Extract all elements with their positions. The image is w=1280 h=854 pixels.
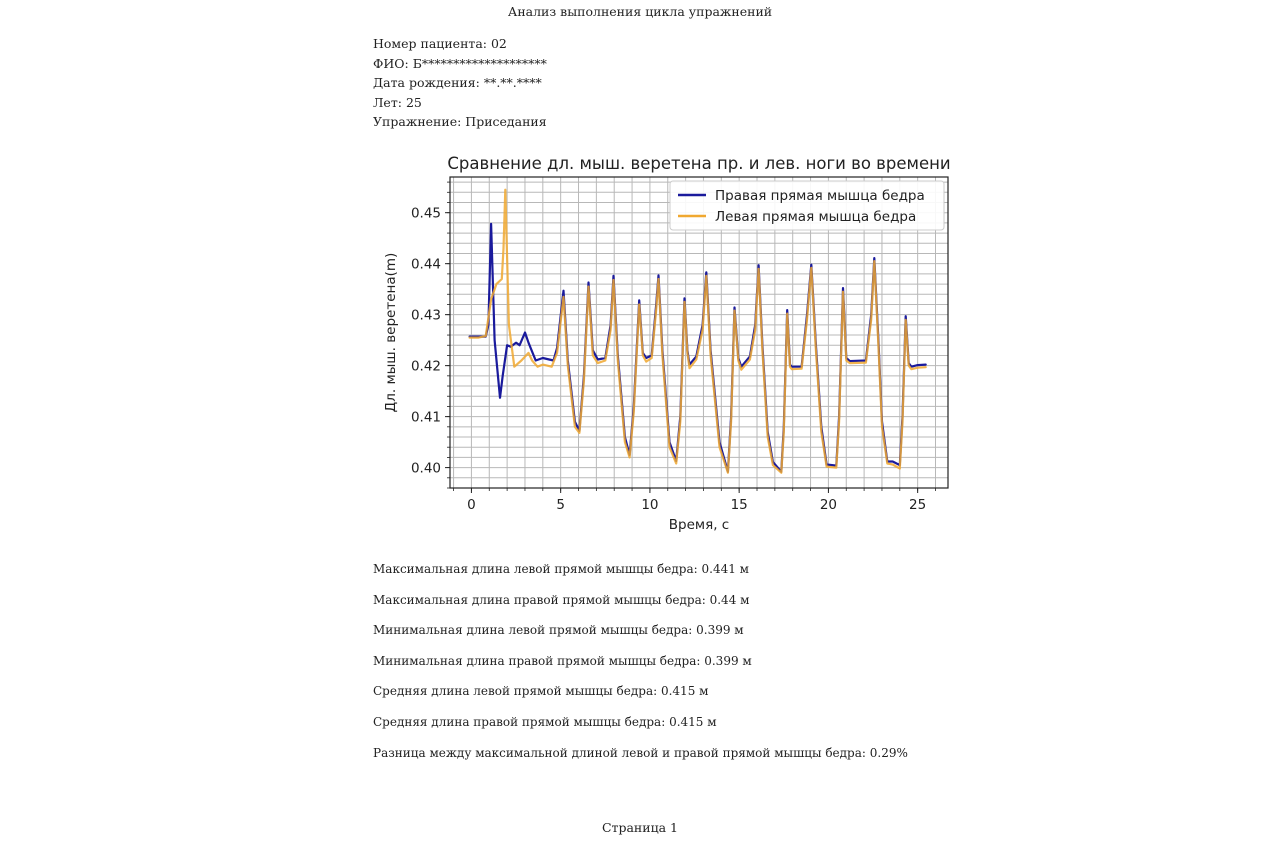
chart-title: Сравнение дл. мыш. веретена пр. и лев. ноги во времени — [447, 154, 951, 173]
stat-value: 0.399 м — [704, 653, 752, 668]
stat-max-right: Максимальная длина правой прямой мышцы бедра: 0.44 м — [373, 592, 750, 607]
stat-value: 0.415 м — [660, 684, 709, 699]
exercise: Приседания — [465, 114, 547, 129]
stat-value: 0.399 м — [696, 623, 744, 638]
field-label: Номер пациента — [373, 36, 483, 51]
document-title: Анализ выполнения цикла упражнений — [507, 4, 773, 19]
stat-label: Средняя длина правой прямой мышцы бедра — [373, 714, 662, 729]
x-tick-label: 25 — [909, 497, 927, 513]
field-label: Дата рождения — [373, 75, 476, 90]
stat-label: Минимальная длина правой прямой мышцы бедра — [373, 653, 697, 668]
y-tick-label: 0.42 — [410, 358, 441, 375]
x-axis-label: Время, с — [668, 517, 730, 533]
patient-name-row: ФИО: Б******************** — [373, 55, 547, 71]
y-tick-label: 0.43 — [410, 307, 441, 324]
muscle-length-chart — [370, 145, 970, 540]
stat-label: Средняя длина левой прямой мышцы бедра — [373, 684, 654, 699]
y-tick-label: 0.45 — [410, 205, 441, 222]
page-number: Страница 1 — [601, 820, 678, 835]
patient-name: Б******************** — [412, 55, 547, 71]
age: 25 — [405, 94, 422, 110]
stat-label: Разница между максимальной длиной левой и правой прямой мышцы бедра — [373, 745, 862, 760]
stat-value: 0.441 м — [701, 562, 750, 576]
birth-date: **.**.**** — [483, 75, 542, 90]
chart-svg — [370, 145, 970, 540]
stat-label: Минимальная длина левой прямой мышцы бедра — [373, 623, 689, 638]
exercise-row: Упражнение: Приседания — [373, 114, 547, 129]
stat-max-difference: Разница между максимальной длиной левой и правой прямой мышцы бедра: 0.29% — [373, 745, 908, 760]
stat-min-left: Минимальная длина левой прямой мышцы бедра: 0.399 м — [373, 623, 744, 638]
birth-date-row: Дата рождения: **.**.**** — [373, 75, 542, 90]
stat-label: Максимальная длина правой прямой мышцы бедра — [373, 592, 702, 607]
legend-label-left: Левая прямая мышца бедра — [715, 209, 917, 225]
stat-label: Максимальная длина левой прямой мышцы бедра — [373, 562, 694, 576]
x-tick-label: 15 — [730, 497, 748, 513]
stat-mean-right: Средняя длина правой прямой мышцы бедра: 0.415 м — [373, 714, 717, 729]
statistics-list — [373, 562, 908, 776]
field-label: Лет — [373, 94, 398, 110]
stat-mean-left: Средняя длина левой прямой мышцы бедра: 0.415 м — [373, 684, 709, 699]
field-label: ФИО — [373, 55, 405, 71]
patient-number: 02 — [490, 36, 507, 51]
stat-value: 0.29% — [869, 745, 908, 760]
x-tick-label: 5 — [556, 497, 565, 513]
legend-label-right: Правая прямая мышца бедра — [715, 188, 925, 204]
stat-max-left: Максимальная длина левой прямой мышцы бедра: 0.441 м — [373, 562, 750, 576]
chart-legend — [670, 181, 944, 230]
stat-min-right: Минимальная длина правой прямой мышцы бедра: 0.399 м — [373, 653, 752, 668]
y-tick-label: 0.41 — [410, 409, 441, 426]
x-tick-label: 10 — [641, 497, 659, 513]
stat-value: 0.44 м — [709, 592, 750, 607]
y-tick-label: 0.40 — [410, 460, 441, 477]
patient-info — [373, 34, 547, 132]
y-axis-label: Дл. мыш. веретена(m) — [383, 252, 399, 413]
x-tick-label: 20 — [819, 497, 838, 513]
x-tick-label: 0 — [467, 497, 476, 513]
field-label: Упражнение — [373, 114, 458, 129]
age-row: Лет: 25 — [373, 94, 422, 110]
stat-value: 0.415 м — [669, 714, 717, 729]
y-tick-label: 0.44 — [410, 256, 441, 273]
patient-number-row: Номер пациента: 02 — [373, 36, 507, 51]
